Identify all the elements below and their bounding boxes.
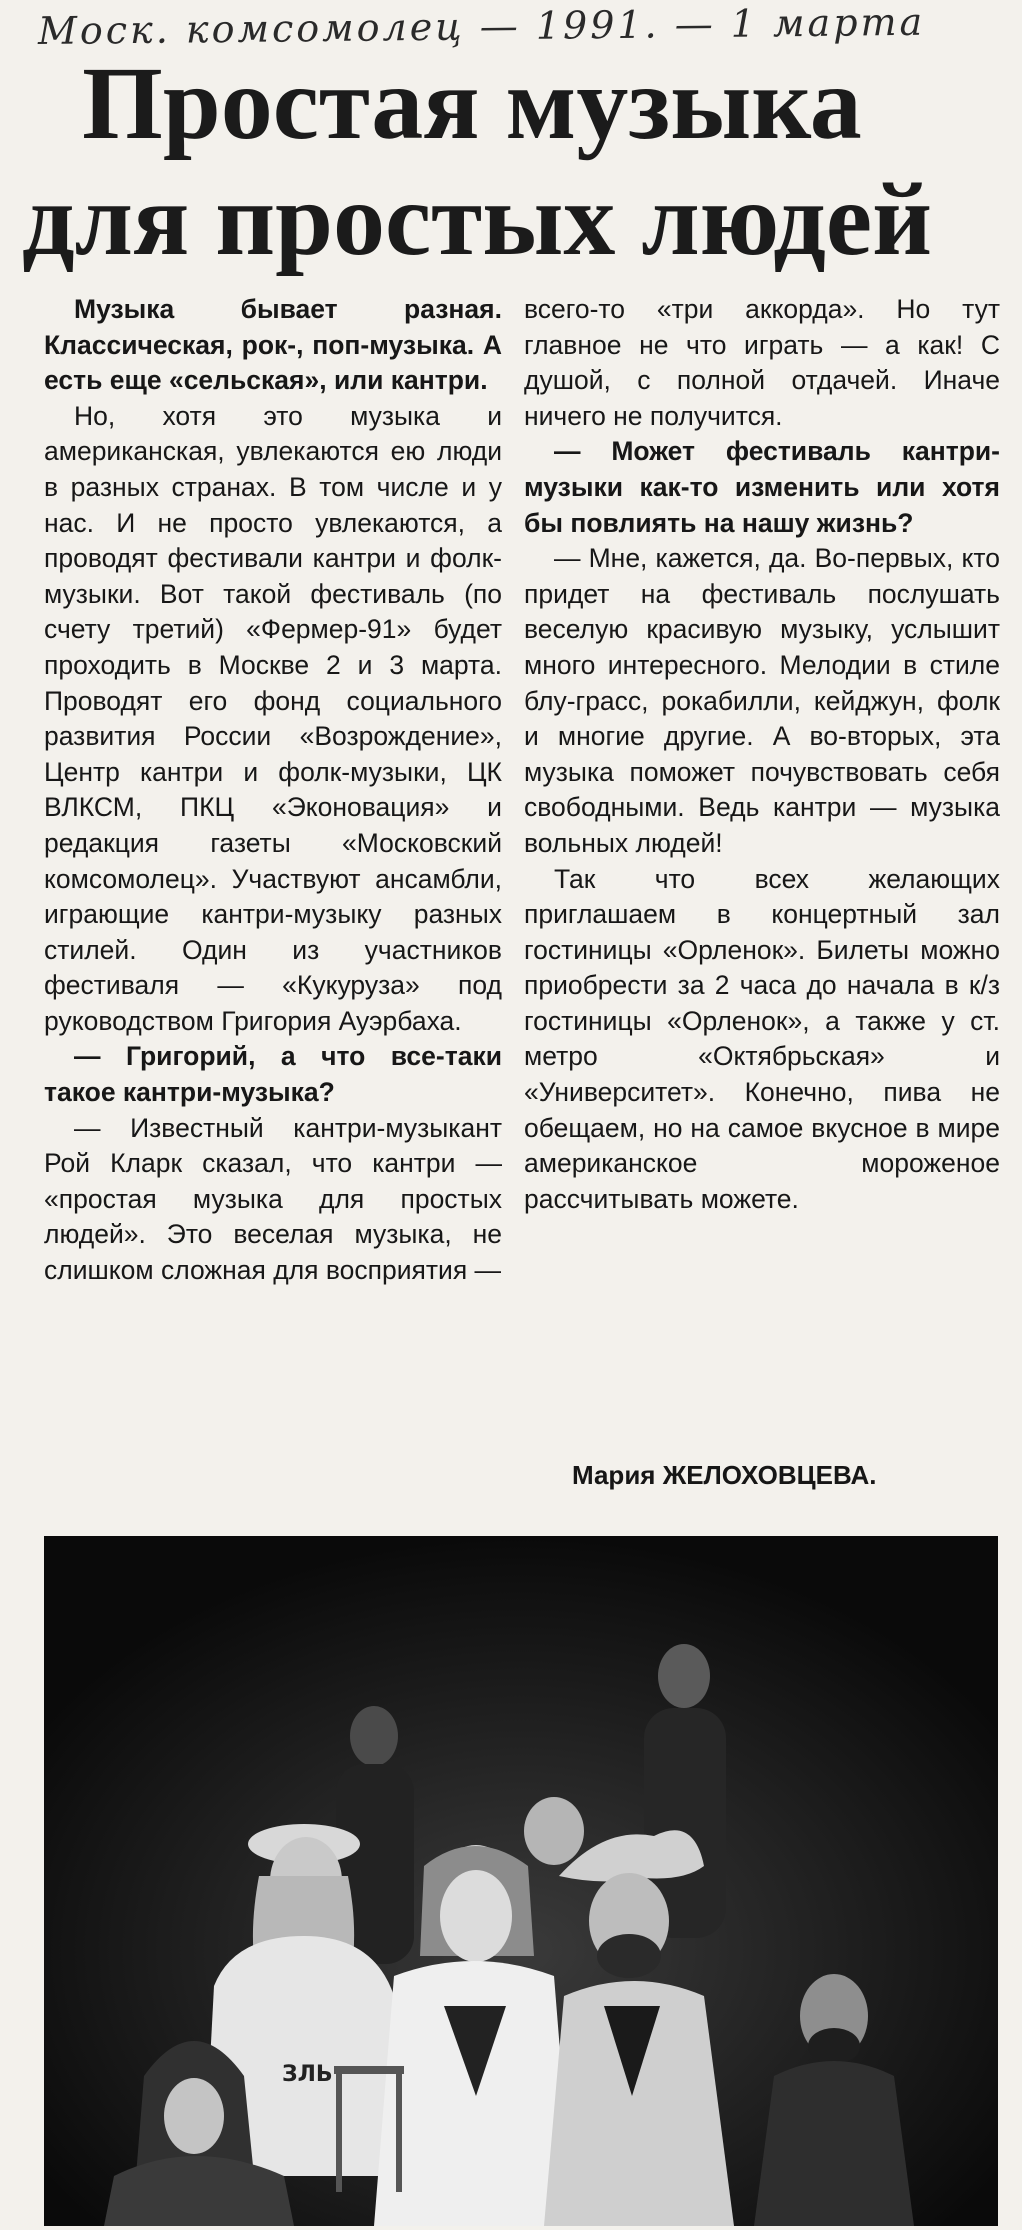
band-photo-image — [44, 1536, 998, 2226]
continued-paragraph: всего-то «три аккорда». Но тут главное не что играть — а как! С душой, с полной отдачей. Иначе ничего не получится. — [524, 294, 1000, 431]
closing-paragraph: Так что всех желающих приглашаем в концертный зал гостиницы «Орленок». Билеты можно приобрести за 2 часа до начала в к/з гостиницы «Орленок», а также у ст. метро «Октябрьская» и «Университет». Конечно, пива не обещаем, но на самое вкусное в мире американское мороженое рассчитывать можете. — [524, 863, 1000, 1214]
right-column — [524, 292, 1000, 1217]
headline-line-1: Простая музыка — [82, 46, 862, 161]
lead-paragraph: Музыка бывает разная. Классическая, рок-, поп-музыка. А есть еще «сельская», или кантри. — [44, 294, 502, 396]
interview-question: — Может фестиваль кантри-музыки как-то изменить или хотя бы повлиять на нашу жизнь? — [524, 436, 1000, 538]
interview-answer: — Известный кантри-музыкант Рой Кларк сказал, что кантри — «простая музыка для простых людей». Это веселая музыка, не слишком сложная для восприятия — — [44, 1112, 502, 1286]
headline-line-2: для простых людей — [22, 162, 932, 277]
left-column — [44, 292, 502, 1289]
body-paragraph: Но, хотя это музыка и американская, увлекаются ею люди в разных странах. В том числе и у нас. И не просто увлекаются, а проводят фестивали кантри и фолк-музыки. Вот такой фестиваль (по счету третий) «Фермер-91» будет проходить в Москве 2 и 3 марта. Проводят его фонд социального развития России «Возрождение», Центр кантри и фолк-музыки, ЦК ВЛКСМ, ПКЦ «Эконовация» и редакция газеты «Московский комсомолец». Участвуют ансамбли, играющие кантри-музыку разных стилей. Один из участников фестиваля — «Кукуруза» под руководством Григория Ауэрбаха. — [44, 400, 502, 1036]
band-photo — [44, 1536, 998, 2226]
interview-answer: — Мне, кажется, да. Во-первых, кто придет на фестиваль послушать веселую красивую музыку, услышит много интересного. Мелодии в стиле блу-грасс, рокабилли, кейджун, фолк и многие другие. А во-вторых, эта музыка поможет почувствовать себя свободными. Ведь кантри — музыка вольных людей! — [524, 543, 1000, 858]
author-signature: Мария ЖЕЛОХОВЦЕВА. — [572, 1460, 877, 1490]
shirt-lettering: ЗЛЬ — [282, 2062, 333, 2087]
handwritten-source-note: Моск. комсомолец — 1991. — 1 марта — [37, 0, 926, 54]
interview-question: — Григорий, а что все-таки такое кантри-музыка? — [44, 1041, 502, 1108]
